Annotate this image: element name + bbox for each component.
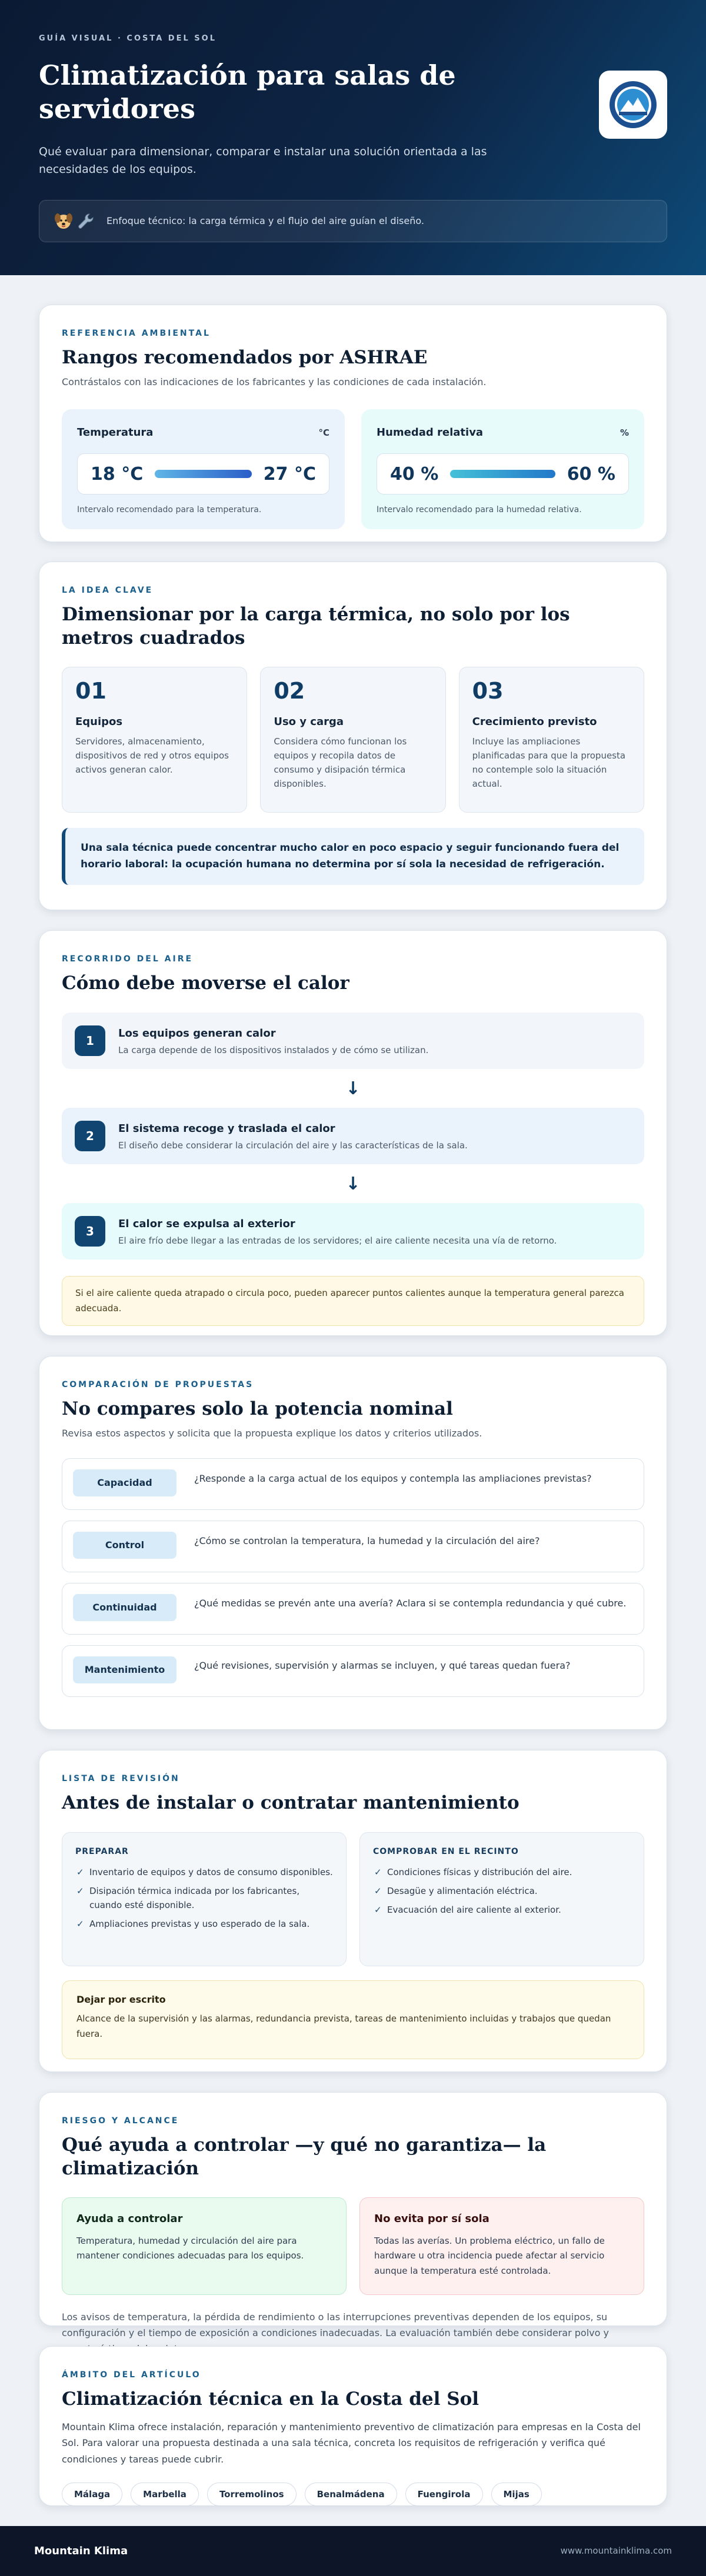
compare-row xyxy=(62,1521,644,1572)
wrench-icon xyxy=(76,211,96,231)
humidity-range-display xyxy=(377,453,629,495)
footer xyxy=(0,2526,706,2576)
flow-steps xyxy=(62,1013,644,1259)
idea-item xyxy=(62,667,247,813)
compare-list xyxy=(62,1458,644,1697)
idea-item xyxy=(260,667,445,813)
checklist-title: Antes de instalar o contratar mantenimiento xyxy=(62,1792,519,1813)
humidity-note: Intervalo recomendado para la humedad relativa. xyxy=(377,505,582,515)
town-pill: Fuengirola xyxy=(405,2483,483,2506)
idea-number: 03 xyxy=(472,677,504,704)
temperature-range xyxy=(62,409,345,529)
humidity-label: Humedad relativa xyxy=(377,426,484,439)
prepare-list xyxy=(75,1865,333,1931)
hero xyxy=(0,0,706,275)
list-item xyxy=(75,1884,333,1912)
temperature-unit: °C xyxy=(318,427,329,438)
compare-question: ¿Responde a la carga actual de los equipos y contempla las ampliaciones previstas? xyxy=(194,1473,592,1485)
compare-question: ¿Qué medidas se prevén ante una avería? Aclara si se contempla redundancia y qué cubre. xyxy=(194,1598,627,1609)
flow-eyebrow: RECORRIDO DEL AIRE xyxy=(62,954,194,964)
scope-row xyxy=(62,2197,644,2295)
flow-warning: Si el aire caliente queda atrapado o circula poco, pueden aparecer puntos calientes aunque la temperatura general parezca adecuada. xyxy=(62,1276,644,1326)
list-item-text: Condiciones físicas y distribución del aire. xyxy=(387,1867,572,1878)
idea-item-title: Equipos xyxy=(75,716,123,729)
compare-row xyxy=(62,1583,644,1635)
hero-note-icons xyxy=(54,211,96,231)
step-title: Los equipos generan calor xyxy=(118,1027,276,1040)
town-pill: Benalmádena xyxy=(305,2483,397,2506)
idea-item-title: Crecimiento previsto xyxy=(472,716,597,729)
hero-subtitle: Qué evaluar para dimensionar, comparar e instalar una solución orientada a las necesidades de los equipos. xyxy=(39,145,487,176)
arrow-down-icon: ↓ xyxy=(345,1173,361,1194)
compare-question: ¿Qué revisiones, supervisión y alarmas se incluyen, y qué tareas quedan fuera? xyxy=(194,1660,571,1672)
avoids-text: Todas las averías. Un problema eléctrico, un fallo de hardware u otra incidencia puede afectar al servicio aunque la temperatura esté controlada. xyxy=(374,2235,605,2276)
airflow-section xyxy=(39,930,667,1336)
scope-eyebrow: RIESGO Y ALCANCE xyxy=(62,2116,179,2126)
idea-row xyxy=(62,667,644,813)
avoids-title: No evita por sí sola xyxy=(374,2212,489,2225)
dog-face-icon xyxy=(54,211,74,231)
step-title: El sistema recoge y traslada el calor xyxy=(118,1122,335,1135)
idea-eyebrow: LA IDEA CLAVE xyxy=(62,586,154,595)
list-item xyxy=(373,1865,631,1879)
check-icon: ✓ xyxy=(76,1867,84,1878)
step-text: El aire frío debe llegar a las entradas de los servidores; el aire caliente necesita una vía de retorno. xyxy=(118,1235,557,1246)
idea-item-title: Uso y carga xyxy=(274,716,344,729)
scope-section xyxy=(39,2092,667,2338)
compare-tag: Mantenimiento xyxy=(73,1656,176,1683)
idea-item xyxy=(459,667,644,813)
check-icon: ✓ xyxy=(76,1886,84,1897)
arrow-down-icon: ↓ xyxy=(345,1078,361,1099)
area-desc: Mountain Klima ofrece instalación, reparación y mantenimiento preventivo de climatización para empresas en la Costa del Sol. Para valorar una propuesta destinada a una sala técnica, concreta los requisitos de refrigeración y verifica qué condiciones y tareas puede cubrir. xyxy=(62,2421,641,2465)
town-pill: Torremolinos xyxy=(207,2483,297,2506)
temperature-min: 18 °C xyxy=(91,463,144,485)
check-row xyxy=(62,1832,644,1966)
scope-title: Qué ayuda a controlar —y qué no garantiza— la climatización xyxy=(62,2134,547,2180)
step-number: 1 xyxy=(75,1025,105,1056)
prepare-box xyxy=(62,1832,347,1966)
verify-list xyxy=(373,1865,631,1917)
footer-brand: Mountain Klima xyxy=(34,2545,128,2557)
range-row xyxy=(62,409,644,529)
scope-desc: Los avisos de temperatura, la pérdida de rendimiento o las interrupciones preventivas dependen de los equipos, su configuración y el tiempo de exposición a condiciones inadecuadas. La evaluación también debe considerar polvo y xyxy=(62,2311,609,2338)
idea-number: 02 xyxy=(274,677,305,704)
humidity-unit: % xyxy=(620,427,629,438)
hero-note xyxy=(39,200,667,242)
helps-text: Temperatura, humedad y circulación del aire para mantener condiciones adecuadas para los equipos. xyxy=(76,2235,304,2261)
verify-head: COMPROBAR EN EL RECINTO xyxy=(373,1847,519,1857)
hero-eyebrow: GUÍA VISUAL · COSTA DEL SOL xyxy=(39,34,217,43)
note-title: Dejar por escrito xyxy=(76,1994,166,2006)
hero-note-text: Enfoque técnico: la carga térmica y el flujo del aire guían el diseño. xyxy=(106,215,424,226)
ashrae-title: Rangos recomendados por ASHRAE xyxy=(62,347,428,368)
idea-item-text: Incluye las ampliaciones planificadas para que la propuesta no contemple solo la situación actual. xyxy=(472,736,626,790)
compare-tag: Continuidad xyxy=(73,1594,176,1621)
check-icon: ✓ xyxy=(374,1867,382,1878)
area-eyebrow: ÁMBITO DEL ARTÍCULO xyxy=(62,2370,201,2380)
flow-step xyxy=(62,1013,644,1069)
list-item xyxy=(373,1903,631,1917)
compare-question: ¿Cómo se controlan la temperatura, la humedad y la circulación del aire? xyxy=(194,1535,540,1547)
check-icon: ✓ xyxy=(76,1919,84,1930)
town-list xyxy=(62,2483,644,2506)
check-icon: ✓ xyxy=(374,1886,382,1897)
humidity-bar xyxy=(450,470,555,478)
ashrae-desc: Contrástalos con las indicaciones de los fabricantes y las condiciones de cada instalación. xyxy=(62,376,487,388)
compare-row xyxy=(62,1458,644,1510)
flow-title: Cómo debe moverse el calor xyxy=(62,973,349,994)
checklist-section xyxy=(39,1750,667,2072)
helps-box xyxy=(62,2197,347,2295)
list-item-text: Desagüe y alimentación eléctrica. xyxy=(387,1886,538,1897)
idea-section xyxy=(39,562,667,910)
list-item-text: Disipación térmica indicada por los fabricantes, cuando esté disponible. xyxy=(89,1886,300,1911)
step-number: 3 xyxy=(75,1216,105,1247)
temperature-bar xyxy=(155,470,252,478)
compare-row xyxy=(62,1645,644,1697)
check-icon: ✓ xyxy=(374,1905,382,1916)
footer-website-link[interactable]: www.mountainklima.com xyxy=(560,2545,672,2557)
humidity-max: 60 % xyxy=(567,463,615,485)
step-text: El diseño debe considerar la circulación del aire y las características de la sala. xyxy=(118,1140,468,1151)
step-text: La carga depende de los dispositivos instalados y de cómo se utilizan. xyxy=(118,1044,429,1055)
humidity-range xyxy=(361,409,644,529)
list-item-text: Evacuación del aire caliente al exterior. xyxy=(387,1905,561,1916)
temperature-max: 27 °C xyxy=(263,463,316,485)
compare-title: No compares solo la potencia nominal xyxy=(62,1398,453,1419)
mountain-klima-logo xyxy=(599,71,667,139)
page-title: Climatización para salas de servidores xyxy=(39,59,456,125)
prepare-head: PREPARAR xyxy=(75,1847,129,1857)
temperature-range-display xyxy=(77,453,329,495)
town-pill: Mijas xyxy=(491,2483,542,2506)
verify-box xyxy=(359,1832,644,1966)
list-item-text: Ampliaciones previstas y uso esperado de la sala. xyxy=(89,1919,310,1930)
list-item-text: Inventario de equipos y datos de consumo disponibles. xyxy=(89,1867,333,1878)
idea-title: Dimensionar por la carga térmica, no solo por los metros cuadrados xyxy=(62,604,570,649)
area-section xyxy=(39,2346,667,2506)
logo-emblem-icon xyxy=(608,80,658,129)
ashrae-eyebrow: REFERENCIA AMBIENTAL xyxy=(62,329,211,338)
compare-desc: Revisa estos aspectos y solicita que la propuesta explique los datos y criterios utilizados. xyxy=(62,1428,482,1439)
temperature-label: Temperatura xyxy=(77,426,154,439)
helps-title: Ayuda a controlar xyxy=(76,2212,183,2225)
town-pill: Marbella xyxy=(131,2483,199,2506)
idea-item-text: Servidores, almacenamiento, dispositivos de red y otros equipos activos generan calor. xyxy=(75,736,229,776)
humidity-min: 40 % xyxy=(390,463,439,485)
area-title: Climatización técnica en la Costa del Sol xyxy=(62,2388,479,2410)
compare-tag: Control xyxy=(73,1532,176,1559)
compare-eyebrow: COMPARACIÓN DE PROPUESTAS xyxy=(62,1380,254,1389)
list-item xyxy=(75,1917,333,1931)
idea-item-text: Considera cómo funcionan los equipos y recopila datos de consumo y disipación térmica disponibles. xyxy=(274,736,407,790)
list-item xyxy=(373,1884,631,1898)
town-pill: Málaga xyxy=(62,2483,122,2506)
step-title: El calor se expulsa al exterior xyxy=(118,1217,295,1230)
idea-number: 01 xyxy=(75,677,106,704)
list-item xyxy=(75,1865,333,1879)
written-note xyxy=(62,1980,644,2059)
compare-section xyxy=(39,1356,667,1730)
temperature-note: Intervalo recomendado para la temperatura. xyxy=(77,505,262,515)
step-number: 2 xyxy=(75,1121,105,1151)
flow-step xyxy=(62,1108,644,1164)
avoids-box xyxy=(359,2197,644,2295)
ashrae-section xyxy=(39,305,667,542)
note-text: Alcance de la supervisión y las alarmas, redundancia prevista, tareas de mantenimiento incluidas y trabajos que quedan fuera. xyxy=(76,2013,611,2039)
flow-step xyxy=(62,1203,644,1259)
checklist-eyebrow: LISTA DE REVISIÓN xyxy=(62,1774,180,1783)
compare-tag: Capacidad xyxy=(73,1469,176,1496)
idea-callout: Una sala técnica puede concentrar mucho calor en poco espacio y seguir funcionando fuera del horario laboral: la ocupación humana no determina por sí sola la necesidad de refrigeración. xyxy=(62,828,644,886)
